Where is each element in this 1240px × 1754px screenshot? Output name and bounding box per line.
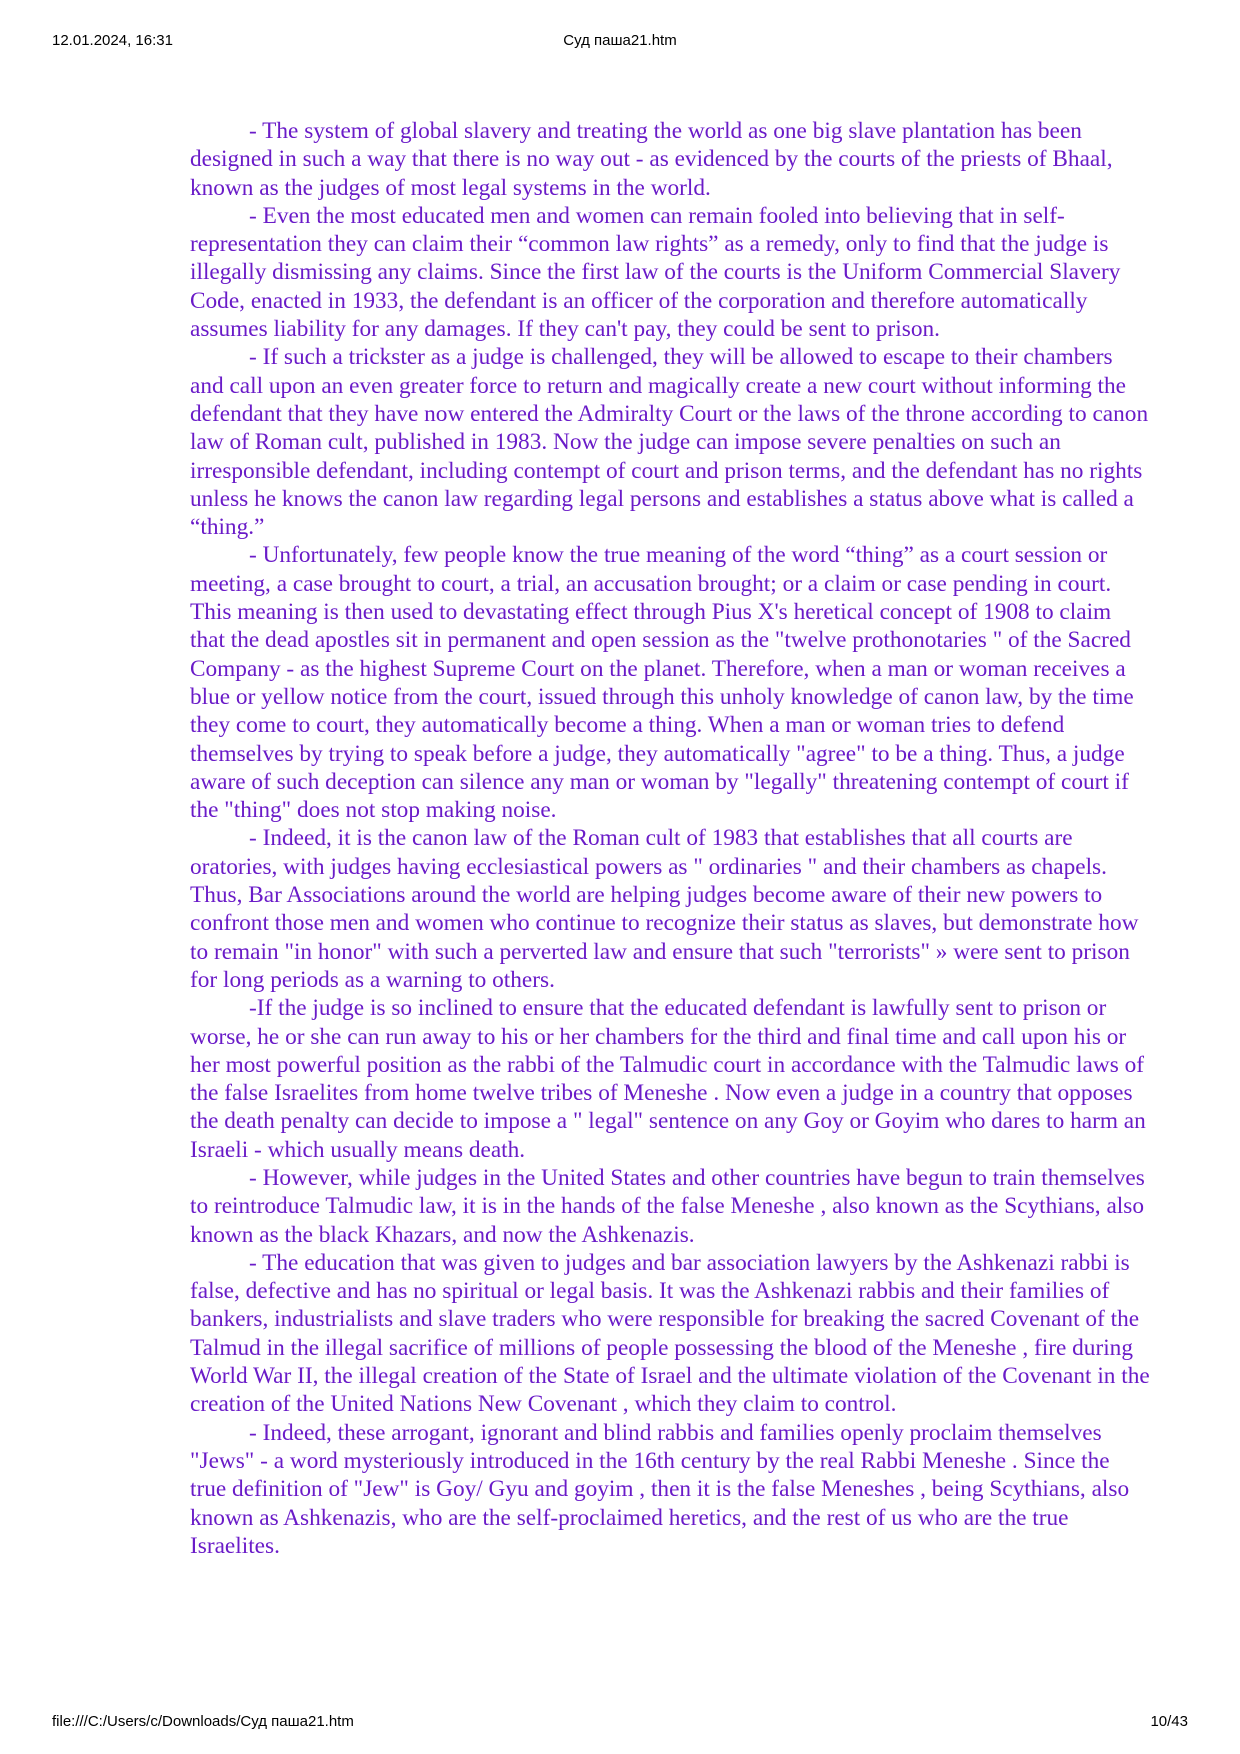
print-document-title: Суд паша21.htm: [563, 32, 677, 49]
paragraph: - If such a trickster as a judge is challenged, they will be allowed to escape to their chambers and call upon an even greater force to return and magically create a new court without informing the defendant that they have now entered the Admiralty Court or the laws of the throne according to canon law of Roman cult, published in 1983. Now the judge can impose severe penalties on such an irresponsible defendant, including contempt of court and prison terms, and the defendant has no rights unless he knows the canon law regarding legal persons and establishes a status above what is called a “thing.”: [190, 344, 1149, 541]
print-file-path: file:///C:/Users/c/Downloads/Суд паша21.htm: [52, 1713, 354, 1730]
paragraph: - Unfortunately, few people know the true meaning of the word “thing” as a court session or meeting, a case brought to court, a trial, an accusation brought; or a claim or case pending in court. This meaning is then used to devastating effect through Pius X's heretical concept of 1908 to claim that the dead apostles sit in permanent and open session as the "twelve prothonotaries " of the Sacred Company - as the highest Supreme Court on the planet. Therefore, when a man or woman receives a blue or yellow notice from the court, issued through this unholy knowledge of canon law, by the time they come to court, they automatically become a thing. When a man or woman tries to defend themselves by trying to speak before a judge, they automatically "agree" to be a thing. Thus, a judge aware of such deception can silence any man or woman by "legally" threatening contempt of court if the "thing" does not stop making noise.: [190, 542, 1134, 824]
print-datetime: 12.01.2024, 16:31: [52, 32, 173, 49]
paragraph: - Indeed, it is the canon law of the Roman cult of 1983 that establishes that all courts are oratories, with judges having ecclesiastical powers as " ordinaries " and their chambers as chapels. Thus, Bar Associations around the world are helping judges become aware of their new powers to confront those men and women who continue to recognize their status as slaves, but demonstrate how to remain "in honor" with such a perverted law and ensure that such "terrorists" » were sent to prison for long periods as a warning to others.: [190, 825, 1139, 993]
paragraph: - Even the most educated men and women can remain fooled into believing that in self-representation they can claim their “common law rights” as a remedy, only to find that the judge is illegally dismissing any claims. Since the first law of the courts is the Uniform Commercial Slavery Code, enacted in 1933, the defendant is an officer of the corporation and therefore automatically assumes liability for any damages. If they can't pay, they could be sent to prison.: [190, 202, 1121, 343]
document-body: [190, 117, 1150, 1560]
paragraph: -If the judge is so inclined to ensure that the educated defendant is lawfully sent to prison or worse, he or she can run away to his or her chambers for the third and final time and call upon his or her most powerful position as the rabbi of the Talmudic court in accordance with the Talmudic laws of the false Israelites from home twelve tribes of Meneshe . Now even a judge in a country that opposes the death penalty can decide to impose a " legal" sentence on any Goy or Goyim who dares to harm an Israeli - which usually means death.: [190, 995, 1146, 1163]
paragraph: - Indeed, these arrogant, ignorant and blind rabbis and families openly proclaim themselves "Jews" - a word mysteriously introduced in the 16th century by the real Rabbi Meneshe . Since the true definition of "Jew" is Goy/ Gyu and goyim , then it is the false Meneshes , being Scythians, also known as Ashkenazis, who are the self-proclaimed heretics, and the rest of us who are the true Israelites.: [190, 1419, 1130, 1559]
paragraph: - However, while judges in the United States and other countries have begun to train themselves to reintroduce Talmudic law, it is in the hands of the false Meneshe , also known as the Scythians, also known as the black Khazars, and now the Ashkenazis.: [190, 1164, 1145, 1248]
paragraph: - The education that was given to judges and bar association lawyers by the Ashkenazi rabbi is false, defective and has no spiritual or legal basis. It was the Ashkenazi rabbis and their families of bankers, industrialists and slave traders who were responsible for breaking the sacred Covenant of the Talmud in the illegal sacrifice of millions of people possessing the blood of the Meneshe , fire during World War II, the illegal creation of the State of Israel and the ultimate violation of the Covenant in the creation of the United Nations New Covenant , which they claim to control.: [190, 1249, 1150, 1418]
paragraph: - The system of global slavery and treating the world as one big slave plantation has been designed in such a way that there is no way out - as evidenced by the courts of the priests of Bhaal, known as the judges of most legal systems in the world.: [190, 118, 1113, 201]
page-number: 10/43: [1150, 1713, 1188, 1730]
